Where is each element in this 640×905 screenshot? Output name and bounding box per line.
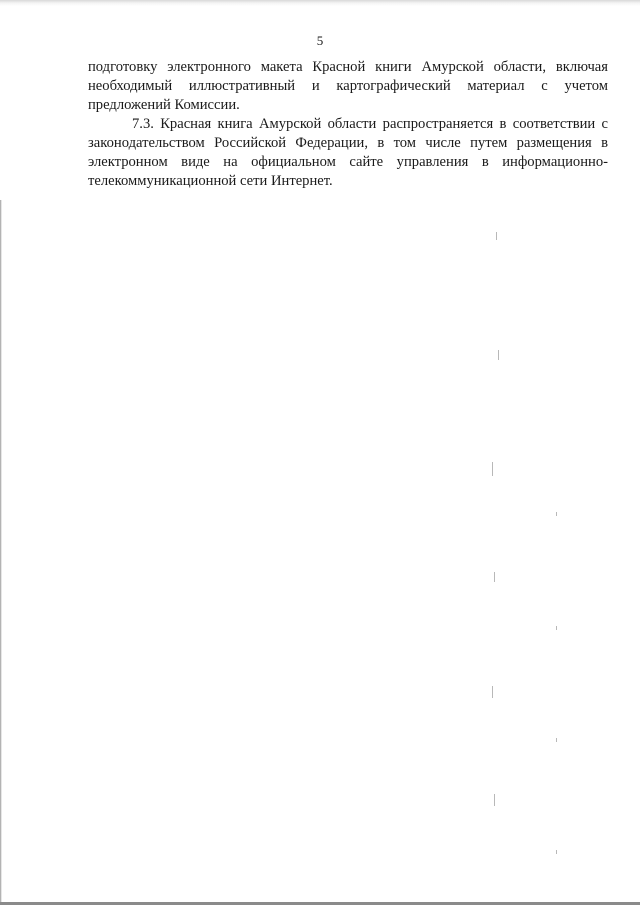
scan-speck	[496, 232, 497, 240]
scan-speck	[498, 350, 499, 360]
scan-speck	[492, 686, 493, 698]
scan-edge-top	[0, 0, 640, 6]
body-text	[88, 58, 608, 191]
scan-edge-left	[0, 200, 2, 905]
paragraph-continuation: подготовку электронного макета Красной книги Амурской области, включая необходимый иллюстративный и картографический материал с учетом предложений Комиссии.	[88, 59, 608, 113]
page-number: 5	[316, 33, 324, 48]
scan-speck	[492, 462, 493, 476]
scan-speck	[556, 738, 557, 742]
scan-speck	[494, 794, 495, 806]
scan-speck	[556, 850, 557, 854]
scan-speck	[556, 626, 557, 630]
paragraph-7-3: 7.3. Красная книга Амурской области распространяется в соответствии с законодательством Российской Федерации, в том числе путем размещения в электронном виде на официальном сайте управления в информационно-телекоммуникационной сети Интернет.	[88, 116, 608, 189]
scan-speck	[494, 572, 495, 582]
scan-speck	[556, 512, 557, 516]
